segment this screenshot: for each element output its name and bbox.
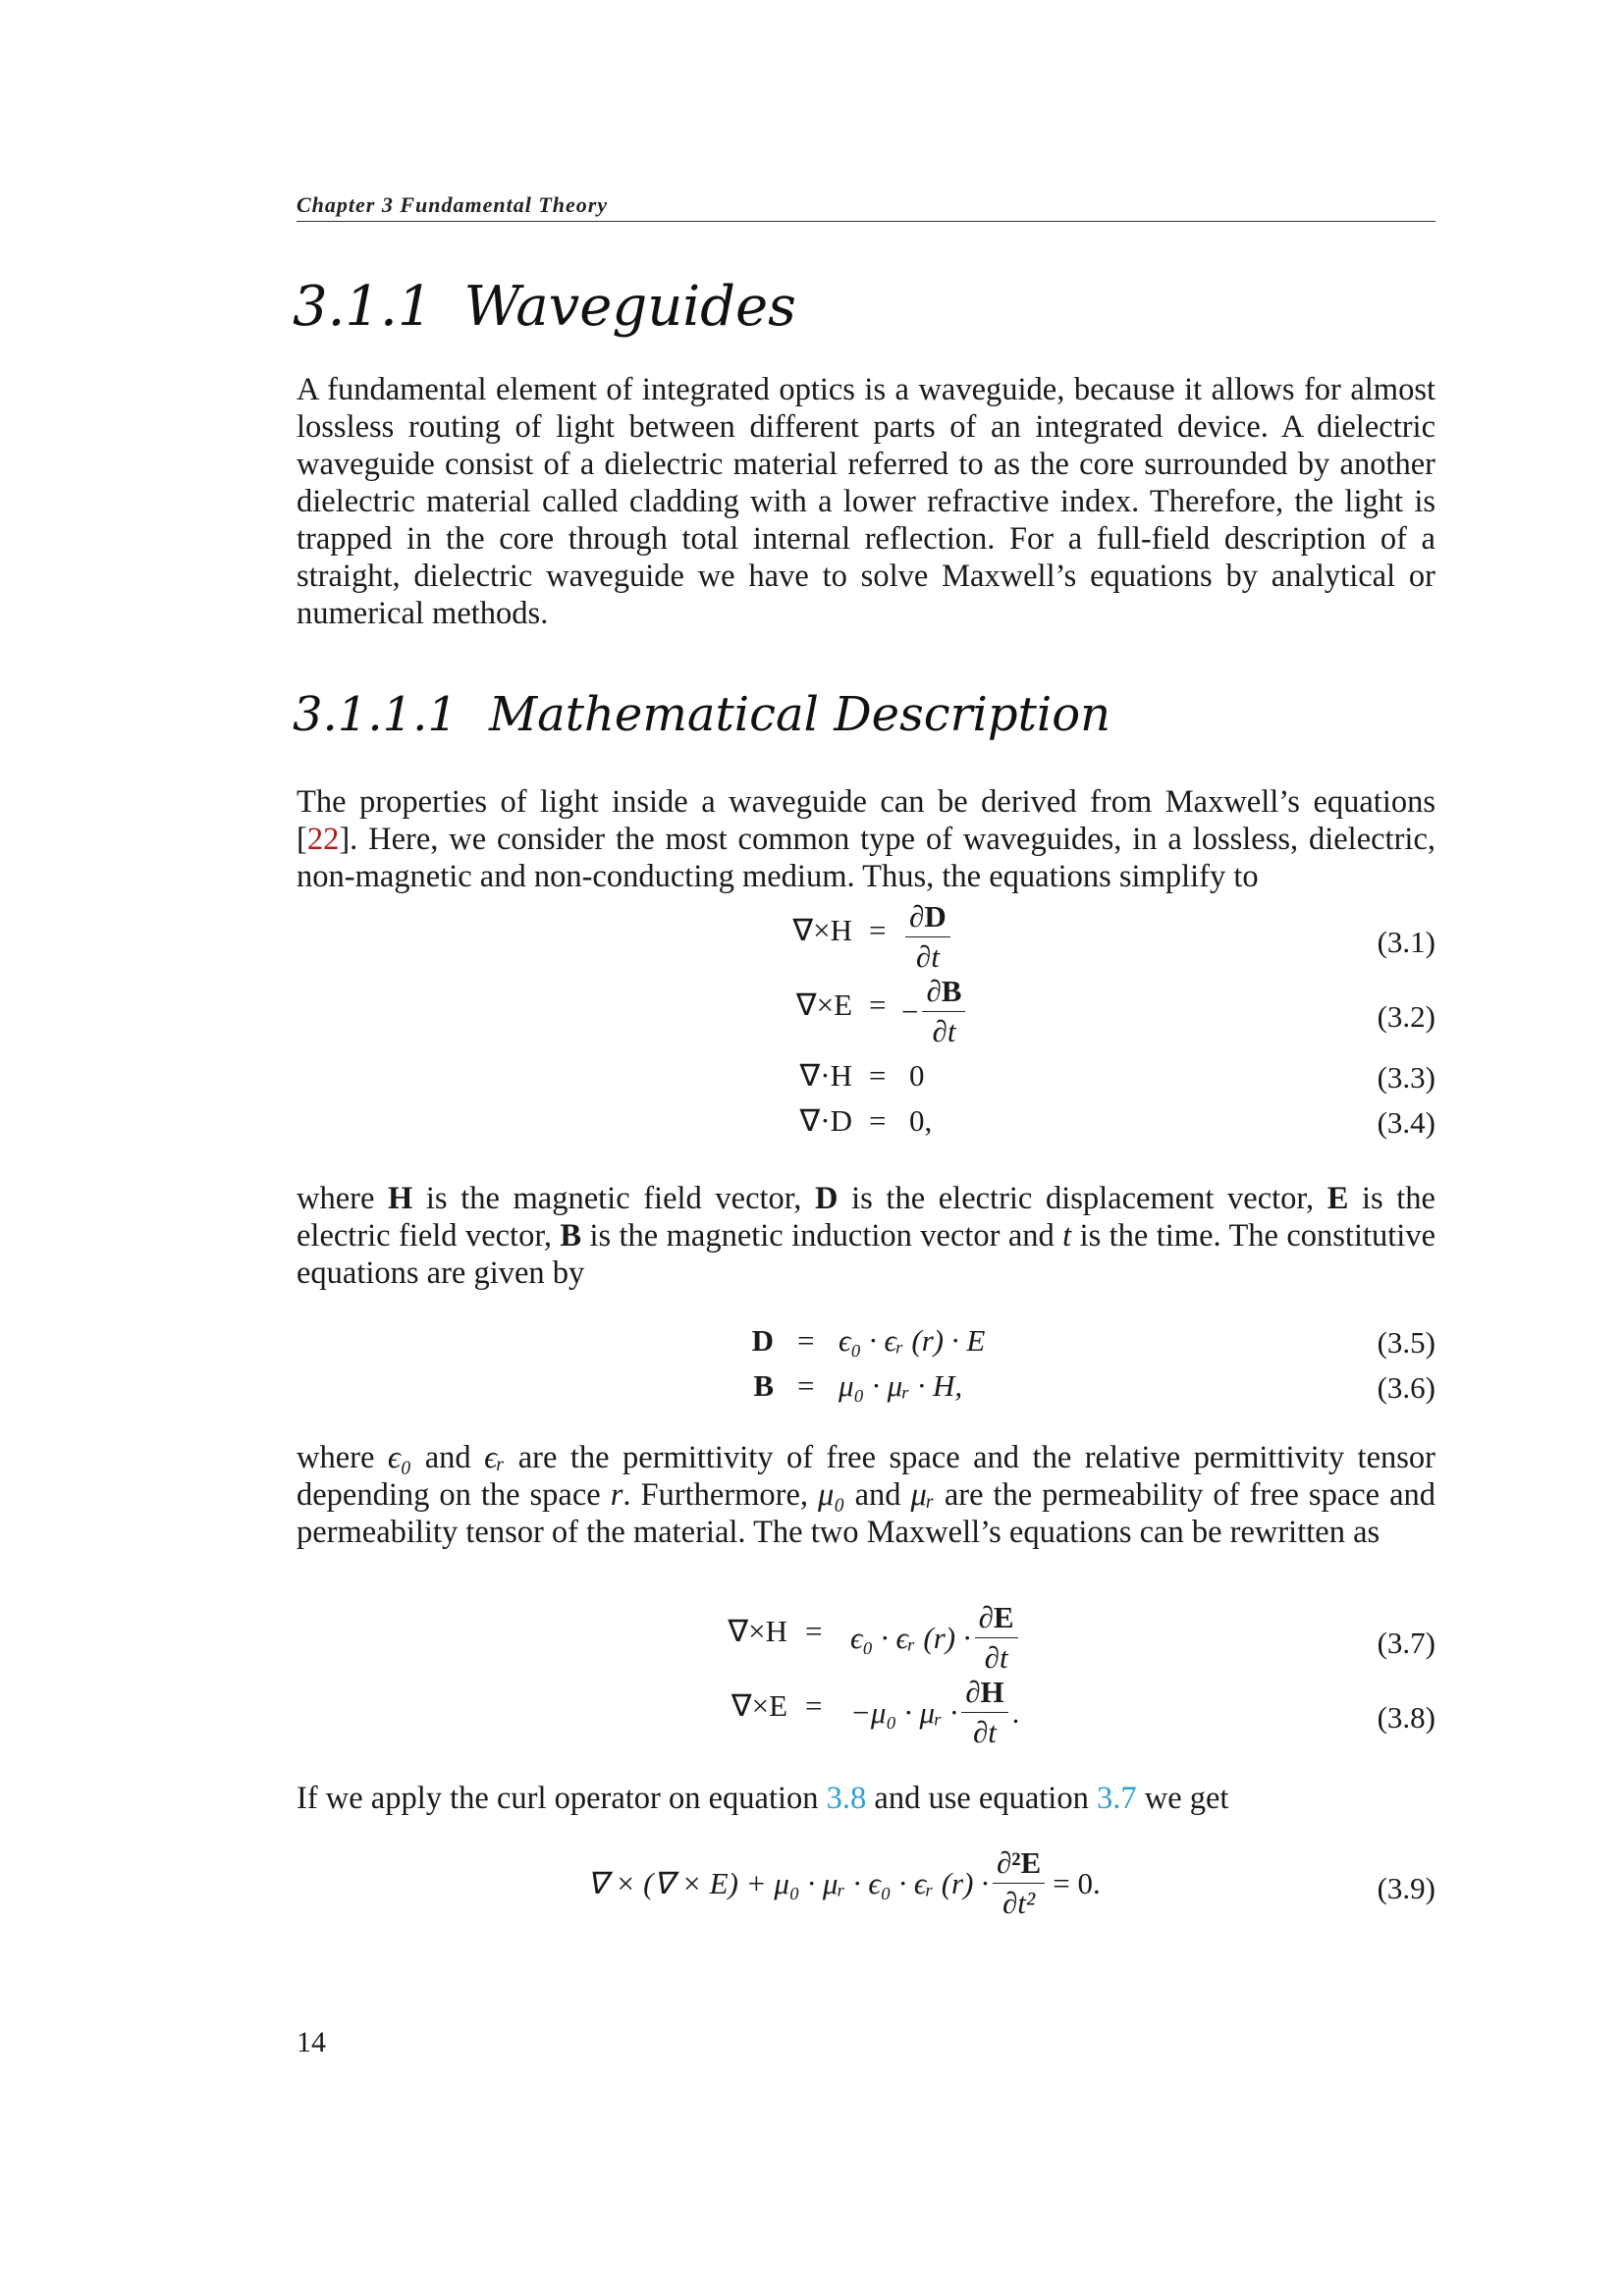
equation-number: (3.7)	[1377, 1626, 1435, 1660]
text-run: If we apply the curl operator on equation	[297, 1781, 827, 1816]
equation-rhs: ϵ₀ · ϵᵣ (r) · E	[839, 1323, 986, 1358]
equation-number: (3.2)	[1377, 999, 1435, 1034]
equation-3-6	[297, 1368, 1435, 1408]
fraction	[905, 899, 950, 975]
equation-rhs	[901, 974, 969, 1049]
lhs-text: ∇ × (∇ × E) + μ₀ · μᵣ · ϵ₀ · ϵᵣ (r) ·	[587, 1865, 989, 1900]
equation-relation: =	[797, 1323, 815, 1358]
paragraph-maxwell	[297, 783, 1435, 895]
equation-lhs: ∇×E	[731, 1688, 787, 1723]
equation-body	[587, 1845, 1101, 1921]
text-run: . Furthermore,	[623, 1477, 819, 1513]
equation-relation: =	[797, 1368, 815, 1403]
equation-relation: =	[869, 913, 887, 947]
text-run: we get	[1136, 1781, 1229, 1816]
rhs-tail: = 0.	[1053, 1865, 1101, 1900]
equation-number: (3.6)	[1377, 1370, 1435, 1405]
text-run: and	[844, 1477, 911, 1513]
symbol-D: D	[815, 1181, 839, 1216]
equation-lhs: ∇×E	[795, 988, 852, 1022]
equation-rhs: 0	[909, 1058, 925, 1093]
text-run: where	[297, 1181, 389, 1216]
text-run: is the time. The constitutive equations are given by	[297, 1218, 1436, 1291]
equation-lhs: D	[751, 1323, 774, 1358]
fraction-denominator: ∂t	[984, 1640, 1008, 1675]
equation-rhs	[850, 1675, 1019, 1750]
subsection-title-text: Mathematical Description	[488, 687, 1111, 742]
equation-relation: =	[805, 1688, 823, 1723]
text-run: and use equation	[866, 1781, 1097, 1816]
equation-relation: =	[805, 1614, 823, 1648]
fraction-numerator: ∂E	[975, 1600, 1018, 1638]
section-number: 3.1.1	[293, 275, 433, 339]
fraction-denominator: ∂t²	[1001, 1886, 1036, 1920]
fraction-numerator: ∂²E	[993, 1845, 1045, 1884]
symbol-mu-r: μᵣ	[910, 1477, 935, 1513]
rhs-text: ϵ₀ · ϵᵣ (r) ·	[850, 1620, 971, 1655]
fraction-numerator: ∂D	[905, 899, 950, 937]
section-heading-waveguides	[293, 275, 796, 339]
text-run: is the electric displacement vector,	[838, 1181, 1327, 1216]
equation-rhs	[850, 1600, 1022, 1676]
equation-rhs	[901, 899, 954, 975]
minus-sign: −	[901, 993, 919, 1029]
symbol-B: B	[560, 1218, 582, 1254]
paragraph-curl	[297, 1780, 1435, 1817]
equation-relation: =	[869, 988, 887, 1022]
equation-number: (3.1)	[1377, 925, 1435, 959]
fraction-numerator: ∂B	[922, 974, 965, 1012]
text-run: where	[297, 1440, 388, 1475]
paragraph-definitions	[297, 1180, 1435, 1292]
symbol-epsilon-r: ϵᵣ	[484, 1440, 506, 1475]
symbol-r: r	[610, 1477, 623, 1513]
symbol-t: t	[1062, 1218, 1072, 1254]
equation-ref-link[interactable]: 3.7	[1096, 1781, 1137, 1816]
text-run: are the permittivity of free space and the relative permittivity tensor depending on the space	[297, 1440, 1435, 1513]
equation-rhs: 0,	[909, 1103, 933, 1138]
equation-3-4	[297, 1103, 1435, 1143]
fraction	[993, 1845, 1045, 1921]
header-rule	[297, 221, 1435, 222]
equation-3-2	[297, 974, 1435, 1048]
fraction	[961, 1675, 1007, 1750]
equation-number: (3.9)	[1377, 1871, 1435, 1905]
section-title-text: Waveguides	[463, 275, 796, 339]
section-heading-mathematical-description	[293, 687, 1110, 742]
text-run: is the magnetic field vector,	[412, 1181, 816, 1216]
paragraph-permittivity	[297, 1439, 1435, 1551]
text-run: is the electric field vector,	[297, 1181, 1435, 1254]
page-number: 14	[297, 2026, 326, 2058]
paragraph-intro: A fundamental element of integrated optics is a waveguide, because it allows for almost lossless routing of light between different parts of an integrated device. A dielectric waveguide consist of a dielectric material referred to as the core surrounded by another dielectric material called cladding with a lower refractive index. Therefore, the light is trapped in the core through total internal reflection. For a full-field description of a straight, dielectric waveguide we have to solve Maxwell’s equations by analytical or numerical methods.	[297, 372, 1435, 631]
equation-ref-link[interactable]: 3.8	[826, 1781, 867, 1816]
fraction	[975, 1600, 1018, 1676]
citation-link[interactable]: 22	[306, 822, 340, 857]
equation-lhs: B	[753, 1368, 774, 1403]
fraction-denominator: ∂t	[972, 1715, 997, 1749]
fraction-denominator: ∂t	[932, 1014, 956, 1048]
text-run: are the permeability of free space and permeability tensor of the material. The two Maxwell’s equations can be rewritten as	[297, 1477, 1435, 1550]
equation-3-9	[297, 1845, 1435, 1920]
equation-3-8	[297, 1675, 1435, 1749]
rhs-tail: .	[1011, 1694, 1020, 1730]
subsection-number: 3.1.1.1	[293, 687, 458, 742]
fraction-numerator: ∂H	[961, 1675, 1007, 1713]
fraction-denominator: ∂t	[915, 939, 940, 974]
equation-number: (3.8)	[1377, 1700, 1435, 1735]
equation-lhs: ∇×H	[728, 1614, 787, 1648]
text-run: ]. Here, we consider the most common type of waveguides, in a lossless, dielectric, non-magnetic and non-conducting medium. Thus, the equations simplify to	[297, 822, 1435, 894]
equation-3-5	[297, 1323, 1435, 1362]
symbol-epsilon0: ϵ₀	[387, 1440, 412, 1475]
running-header: Chapter 3 Fundamental Theory	[297, 192, 609, 217]
equation-relation: =	[869, 1103, 887, 1138]
equation-number: (3.5)	[1377, 1325, 1435, 1360]
equation-lhs: ∇×H	[792, 913, 852, 947]
rhs-text: −μ₀ · μᵣ ·	[850, 1694, 958, 1730]
symbol-mu0: μ₀	[818, 1477, 845, 1513]
equation-3-1	[297, 899, 1435, 974]
text-run: and	[411, 1440, 485, 1475]
text-run: is the magnetic induction vector and	[581, 1218, 1063, 1254]
equation-3-3	[297, 1058, 1435, 1097]
equation-rhs: μ₀ · μᵣ · H,	[839, 1368, 963, 1403]
equation-lhs: ∇·H	[799, 1058, 852, 1093]
equation-relation: =	[869, 1058, 887, 1093]
equation-number: (3.4)	[1377, 1105, 1435, 1140]
symbol-H: H	[388, 1181, 413, 1216]
equation-lhs: ∇·D	[799, 1103, 852, 1138]
fraction	[922, 974, 965, 1049]
text-run: The properties of light inside a waveguide can be derived from Maxwell’s equations [	[297, 784, 1435, 857]
equation-number: (3.3)	[1377, 1060, 1435, 1095]
symbol-E: E	[1326, 1181, 1349, 1216]
equation-3-7	[297, 1600, 1435, 1675]
